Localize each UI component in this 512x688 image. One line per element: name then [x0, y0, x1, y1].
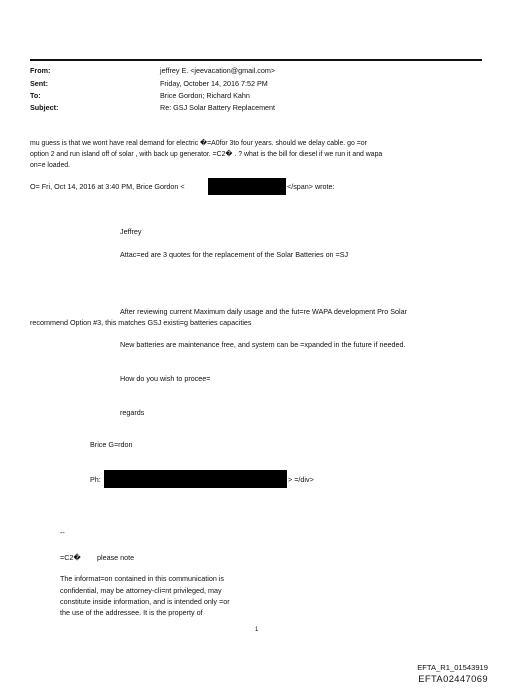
- from-label: From:: [30, 66, 51, 75]
- note-label: please note: [97, 553, 135, 562]
- bates-number-efta: EFTA02447069: [418, 673, 488, 684]
- disclaimer-line-4: the use of the addressee. It is the property of: [60, 608, 203, 617]
- c2-marker: =C2�: [60, 553, 81, 562]
- phone-label: Ph:: [90, 475, 101, 484]
- page-number: 1: [255, 627, 259, 633]
- quote-header-prefix: O= Fri, Oct 14, 2016 at 3:40 PM, Brice Gordon <: [30, 182, 185, 191]
- header-rule: [30, 59, 482, 61]
- sent-value: Friday, October 14, 2016 7:52 PM: [160, 79, 268, 88]
- signature-name: Brice G=rdon: [90, 440, 133, 449]
- to-value: Brice Gordon; Richard Kahn: [160, 91, 250, 100]
- from-value: jeffrey E. <jeevacation@gmail.com>: [160, 66, 276, 75]
- sent-label: Sent:: [30, 79, 48, 88]
- quoted-review-line-2: recommend Option #3, this matches GSJ existi=g batteries capacities: [30, 318, 252, 327]
- quoted-greeting: Jeffrey: [120, 227, 142, 236]
- redaction-block: [208, 178, 286, 195]
- quote-header-suffix: </span> wrote:: [287, 182, 335, 191]
- subject-value: Re: GSJ Solar Battery Replacement: [160, 103, 276, 112]
- reply-line-1: mu guess is that we wont have real demand for electric �=A0for 3to four years. should we delay cable. go =or: [30, 140, 367, 147]
- subject-label: Subject:: [30, 103, 59, 112]
- quoted-maintenance-line: New batteries are maintenance free, and system can be =xpanded in the future if needed.: [120, 340, 406, 349]
- quoted-review-line-1: After reviewing current Maximum daily usage and the fut=re WAPA development Pro Solar: [120, 307, 408, 316]
- phone-suffix: > =/div>: [288, 475, 314, 484]
- to-label: To:: [30, 91, 41, 100]
- separator-dashes: --: [60, 528, 65, 537]
- quoted-question: How do you wish to procee=: [120, 374, 211, 383]
- disclaimer-line-2: confidential, may be attorney-cli=nt privileged, may: [60, 586, 222, 595]
- disclaimer-line-3: constitute inside information, and is intended only =or: [60, 597, 230, 606]
- bates-number-internal: EFTA_R1_01543919: [417, 663, 488, 672]
- reply-line-2: option 2 and run island off of solar , with back up generator. =C2� . ? what is the bill for diesel if we run it and wapa: [30, 151, 383, 158]
- reply-line-3: on=e loaded.: [30, 162, 71, 169]
- redaction-block: [104, 470, 287, 488]
- quoted-regards: regards: [120, 408, 145, 417]
- disclaimer-line-1: The informat=on contained in this communication is: [60, 574, 224, 583]
- quoted-attached-line: Attac=ed are 3 quotes for the replacement of the Solar Batteries on =SJ: [120, 250, 349, 259]
